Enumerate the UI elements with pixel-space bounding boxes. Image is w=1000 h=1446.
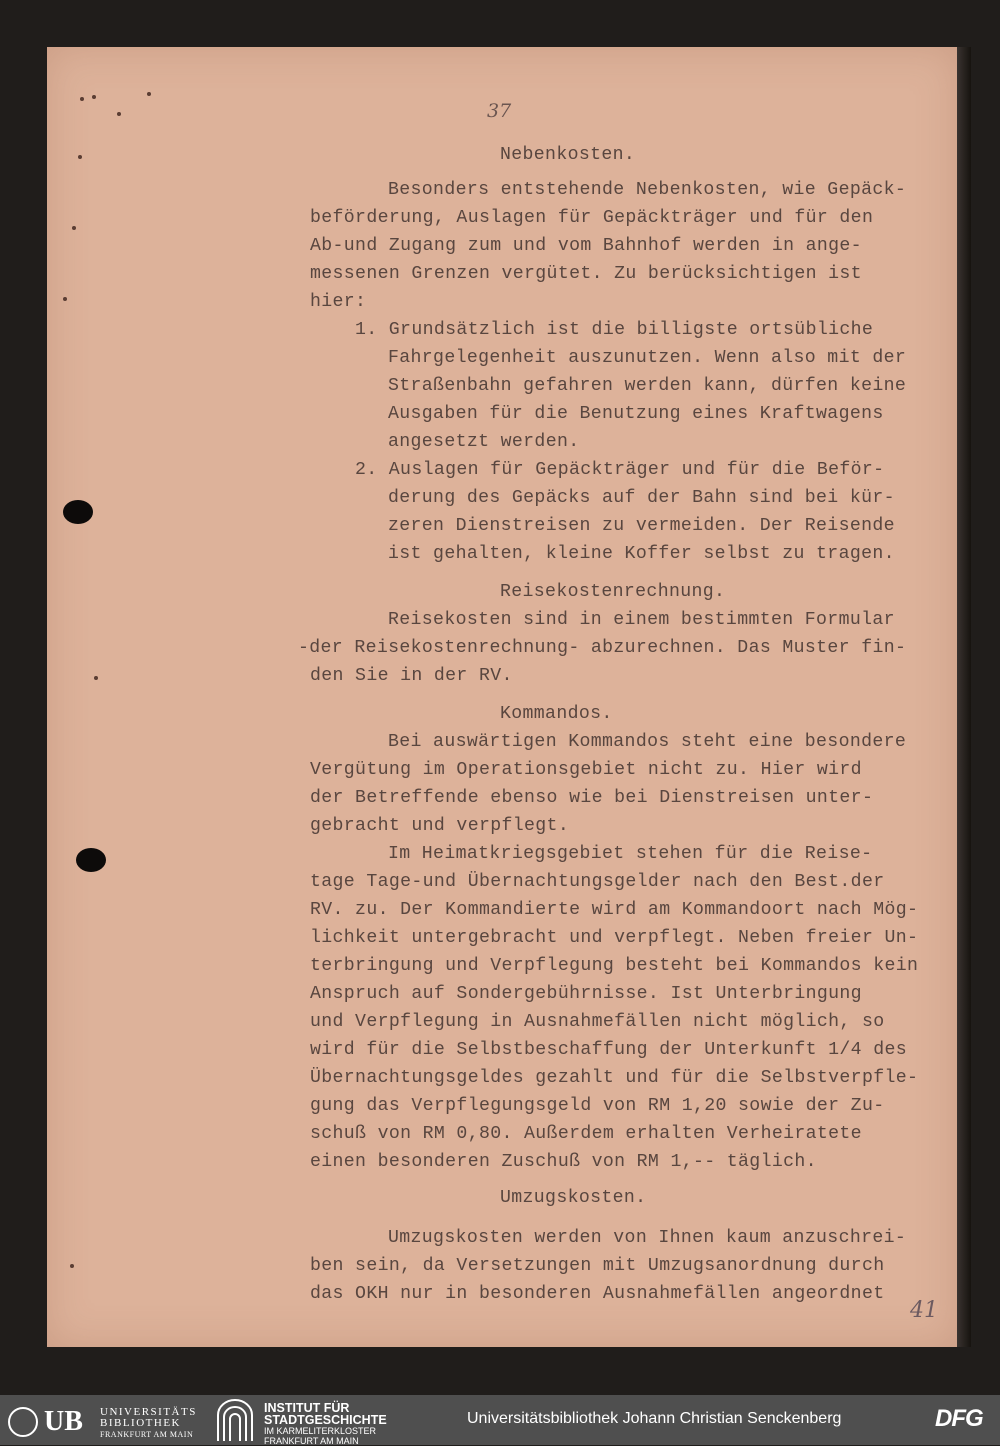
text-line: RV. zu. Der Kommandierte wird am Kommandoort nach Mög-: [310, 900, 919, 920]
punch-hole-top: [63, 500, 93, 524]
archway-icon: [216, 1399, 254, 1441]
text-line: den Sie in der RV.: [310, 666, 513, 686]
isg-name-line: INSTITUT FÜR: [264, 1401, 350, 1415]
text-line: Ab-und Zugang zum und vom Bahnhof werden in ange-: [310, 236, 862, 256]
footer-bar: [0, 1395, 1000, 1445]
text-line: schuß von RM 0,80. Außerdem erhalten Verheiratete: [310, 1124, 862, 1144]
isg-name: [264, 1402, 387, 1446]
margin-speck: [70, 1264, 74, 1268]
text-line: Anspruch auf Sondergebührnisse. Ist Unterbringung: [310, 984, 862, 1004]
text-line: angesetzt werden.: [388, 432, 580, 452]
text-line: messenen Grenzen vergütet. Zu berücksichtigen ist: [310, 264, 862, 284]
heading-umzugskosten: Umzugskosten.: [500, 1188, 647, 1208]
ub-logo-text: UB: [44, 1406, 83, 1437]
text-line: und Verpflegung in Ausnahmefällen nicht möglich, so: [310, 1012, 885, 1032]
text-line: beförderung, Auslagen für Gepäckträger und für den: [310, 208, 874, 228]
margin-speck: [117, 112, 121, 116]
heading-reisekostenrechnung: Reisekostenrechnung.: [500, 582, 726, 602]
page-number: 37: [487, 100, 512, 122]
ub-name-line: UNIVERSITÄTS: [100, 1406, 197, 1418]
text-line: Besonders entstehende Nebenkosten, wie Gepäck-: [388, 180, 907, 200]
text-line: das OKH nur in besonderen Ausnahmefällen angeordnet: [310, 1284, 885, 1304]
ub-name-line: BIBLIOTHEK: [100, 1417, 181, 1429]
list-item-2: 2. Auslagen für Gepäckträger und für die Beför-: [355, 460, 885, 480]
ub-name: [100, 1407, 197, 1440]
text-line: terbringung und Verpflegung besteht bei Kommandos kein: [310, 956, 919, 976]
archive-folio-mark: 41: [910, 1298, 938, 1323]
text-line: einen besonderen Zuschuß von RM 1,-- täglich.: [310, 1152, 817, 1172]
ub-logo[interactable]: [8, 1405, 208, 1439]
text-line: -der Reisekostenrechnung- abzurechnen. Das Muster fin-: [298, 638, 907, 658]
heading-nebenkosten: Nebenkosten.: [500, 145, 636, 165]
text-line: Übernachtungsgeldes gezahlt und für die Selbstverpfle-: [310, 1068, 919, 1088]
heading-kommandos: Kommandos.: [500, 704, 613, 724]
text-line: Straßenbahn gefahren werden kann, dürfen keine: [388, 376, 907, 396]
punch-hole-bottom: [76, 848, 106, 872]
isg-name-line: FRANKFURT AM MAIN: [264, 1436, 359, 1446]
margin-speck: [92, 95, 96, 99]
text-line: der Betreffende ebenso wie bei Dienstreisen unter-: [310, 788, 874, 808]
margin-speck: [80, 97, 84, 101]
text-line: ist gehalten, kleine Koffer selbst zu tragen.: [388, 544, 895, 564]
text-line: Bei auswärtigen Kommandos steht eine besondere: [388, 732, 907, 752]
text-line: Vergütung im Operationsgebiet nicht zu. Hier wird: [310, 760, 862, 780]
isg-logo[interactable]: [216, 1399, 416, 1446]
margin-speck: [147, 92, 151, 96]
margin-speck: [72, 226, 76, 230]
text-line: Umzugskosten werden von Ihnen kaum anzuschrei-: [388, 1228, 907, 1248]
text-line: Reisekosten sind in einem bestimmten Formular: [388, 610, 895, 630]
list-item-1: 1. Grundsätzlich ist die billigste ortsübliche: [355, 320, 874, 340]
text-line: zeren Dienstreisen zu vermeiden. Der Reisende: [388, 516, 895, 536]
text-line: tage Tage-und Übernachtungsgelder nach den Best.der: [310, 872, 885, 892]
margin-speck: [78, 155, 82, 159]
text-line: hier:: [310, 292, 367, 312]
text-line: ben sein, da Versetzungen mit Umzugsanordnung durch: [310, 1256, 885, 1276]
library-credit: Universitätsbibliothek Johann Christian Senckenberg: [467, 1410, 842, 1427]
text-line: wird für die Selbstbeschaffung der Unterkunft 1/4 des: [310, 1040, 908, 1060]
margin-speck: [94, 676, 98, 680]
text-line: Im Heimatkriegsgebiet stehen für die Reise-: [388, 844, 873, 864]
isg-name-line: IM KARMELITERKLOSTER: [264, 1426, 377, 1436]
text-line: lichkeit untergebracht und verpflegt. Neben freier Un-: [310, 928, 919, 948]
ub-portrait-icon: [8, 1407, 38, 1437]
ub-name-line: FRANKFURT AM MAIN: [100, 1430, 194, 1439]
page-edge-shadow: [957, 47, 971, 1347]
text-line: gebracht und verpflegt.: [310, 816, 570, 836]
text-line: Fahrgelegenheit auszunutzen. Wenn also mit der: [388, 348, 907, 368]
dfg-logo[interactable]: DFG: [935, 1405, 983, 1432]
text-line: Ausgaben für die Benutzung eines Kraftwagens: [388, 404, 884, 424]
text-line: gung das Verpflegungsgeld von RM 1,20 sowie der Zu-: [310, 1096, 885, 1116]
margin-speck: [63, 297, 67, 301]
isg-name-line: STADTGESCHICHTE: [264, 1413, 387, 1427]
text-line: derung des Gepäcks auf der Bahn sind bei kür-: [388, 488, 895, 508]
